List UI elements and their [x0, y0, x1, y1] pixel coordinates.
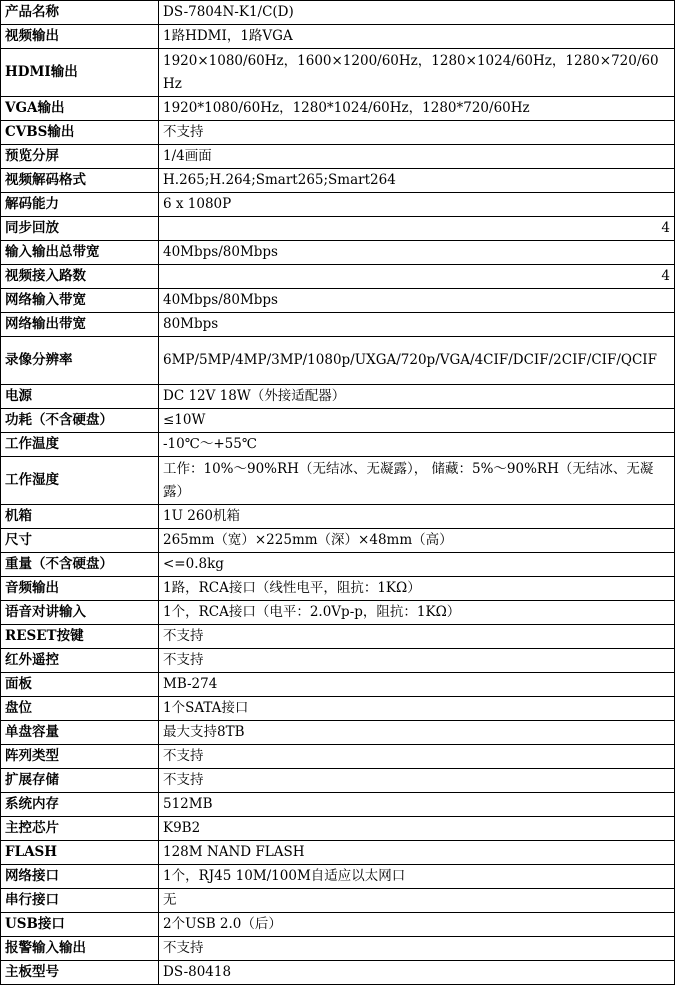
spec-value: MB-274 [159, 673, 675, 697]
spec-row [1, 97, 675, 121]
spec-value: -10℃～+55℃ [159, 433, 675, 457]
spec-row [1, 697, 675, 721]
spec-label: 主板型号 [1, 961, 159, 985]
spec-row [1, 865, 675, 889]
spec-row [1, 433, 675, 457]
spec-row [1, 889, 675, 913]
spec-row [1, 649, 675, 673]
spec-label: RESET按键 [1, 625, 159, 649]
spec-value: 40Mbps/80Mbps [159, 241, 675, 265]
spec-label: 单盘容量 [1, 721, 159, 745]
spec-row [1, 601, 675, 625]
spec-value: DC 12V 18W（外接适配器） [159, 385, 675, 409]
spec-value: 6MP/5MP/4MP/3MP/1080p/UXGA/720p/VGA/4CIF/DCIF/2CIF/CIF/QCIF [159, 337, 675, 385]
spec-value: 工作：10%～90%RH（无结冰、无凝露）， 储藏：5%～90%RH（无结冰、无凝露） [159, 457, 675, 505]
spec-value: 2个USB 2.0（后） [159, 913, 675, 937]
spec-label: 预览分屏 [1, 145, 159, 169]
spec-row [1, 121, 675, 145]
spec-value: 128M NAND FLASH [159, 841, 675, 865]
spec-label: 视频解码格式 [1, 169, 159, 193]
spec-value: 1920*1080/60Hz，1280*1024/60Hz，1280*720/60Hz [159, 97, 675, 121]
spec-value: 不支持 [159, 625, 675, 649]
spec-label: 功耗（不含硬盘） [1, 409, 159, 433]
spec-label: 产品名称 [1, 1, 159, 25]
spec-label: 主控芯片 [1, 817, 159, 841]
spec-row [1, 193, 675, 217]
spec-row [1, 241, 675, 265]
spec-label: 机箱 [1, 505, 159, 529]
spec-label: 视频输出 [1, 25, 159, 49]
spec-value: DS-7804N-K1/C(D) [159, 1, 675, 25]
spec-value: 1路HDMI，1路VGA [159, 25, 675, 49]
spec-label: 扩展存储 [1, 769, 159, 793]
spec-value: 不支持 [159, 649, 675, 673]
spec-label: 报警输入输出 [1, 937, 159, 961]
spec-row [1, 313, 675, 337]
spec-value: 6 x 1080P [159, 193, 675, 217]
spec-label: 阵列类型 [1, 745, 159, 769]
spec-row [1, 337, 675, 385]
spec-label: 解码能力 [1, 193, 159, 217]
spec-row [1, 289, 675, 313]
spec-row [1, 769, 675, 793]
spec-value: 1920×1080/60Hz，1600×1200/60Hz，1280×1024/60Hz，1280×720/60Hz [159, 49, 675, 97]
spec-label: 工作温度 [1, 433, 159, 457]
spec-row [1, 961, 675, 985]
spec-label: 视频接入路数 [1, 265, 159, 289]
spec-row [1, 673, 675, 697]
spec-value: 1个，RCA接口（电平：2.0Vp-p，阻抗：1KΩ） [159, 601, 675, 625]
spec-label: 串行接口 [1, 889, 159, 913]
spec-value: 4 [159, 217, 675, 241]
spec-label: 系统内存 [1, 793, 159, 817]
spec-row [1, 409, 675, 433]
spec-row [1, 265, 675, 289]
spec-value: DS-80418 [159, 961, 675, 985]
spec-value: 265mm（宽）×225mm（深）×48mm（高） [159, 529, 675, 553]
spec-label: 音频输出 [1, 577, 159, 601]
spec-value: 不支持 [159, 769, 675, 793]
spec-label: VGA输出 [1, 97, 159, 121]
spec-row [1, 745, 675, 769]
spec-row [1, 937, 675, 961]
spec-row [1, 529, 675, 553]
spec-label: 输入输出总带宽 [1, 241, 159, 265]
spec-value: K9B2 [159, 817, 675, 841]
spec-label: 盘位 [1, 697, 159, 721]
spec-value: H.265;H.264;Smart265;Smart264 [159, 169, 675, 193]
spec-value: 4 [159, 265, 675, 289]
spec-row [1, 49, 675, 97]
spec-row [1, 169, 675, 193]
spec-value: 最大支持8TB [159, 721, 675, 745]
spec-value: <=0.8kg [159, 553, 675, 577]
spec-label: USB接口 [1, 913, 159, 937]
spec-row [1, 145, 675, 169]
spec-row [1, 457, 675, 505]
spec-row [1, 1, 675, 25]
spec-row [1, 793, 675, 817]
spec-row [1, 217, 675, 241]
spec-value: ≤10W [159, 409, 675, 433]
spec-value: 1/4画面 [159, 145, 675, 169]
spec-row [1, 577, 675, 601]
spec-label: 网络输入带宽 [1, 289, 159, 313]
spec-row [1, 385, 675, 409]
spec-value: 不支持 [159, 121, 675, 145]
spec-value: 1U 260机箱 [159, 505, 675, 529]
spec-value: 512MB [159, 793, 675, 817]
spec-label: 尺寸 [1, 529, 159, 553]
spec-label: 电源 [1, 385, 159, 409]
spec-row [1, 553, 675, 577]
spec-value: 不支持 [159, 745, 675, 769]
spec-row [1, 817, 675, 841]
spec-label: 重量（不含硬盘） [1, 553, 159, 577]
spec-label: 录像分辨率 [1, 337, 159, 385]
spec-label: HDMI输出 [1, 49, 159, 97]
spec-label: 面板 [1, 673, 159, 697]
spec-label: 红外遥控 [1, 649, 159, 673]
spec-label: 网络接口 [1, 865, 159, 889]
spec-value: 40Mbps/80Mbps [159, 289, 675, 313]
spec-row [1, 841, 675, 865]
spec-label: 同步回放 [1, 217, 159, 241]
spec-value: 无 [159, 889, 675, 913]
spec-value: 80Mbps [159, 313, 675, 337]
spec-row [1, 625, 675, 649]
spec-table-body [1, 1, 675, 985]
spec-value: 1个，RJ45 10M/100M自适应以太网口 [159, 865, 675, 889]
spec-value: 不支持 [159, 937, 675, 961]
spec-label: 工作湿度 [1, 457, 159, 505]
spec-value: 1个SATA接口 [159, 697, 675, 721]
spec-value: 1路，RCA接口（线性电平，阻抗：1KΩ） [159, 577, 675, 601]
spec-label: 网络输出带宽 [1, 313, 159, 337]
spec-row [1, 913, 675, 937]
spec-label: FLASH [1, 841, 159, 865]
spec-label: CVBS输出 [1, 121, 159, 145]
spec-row [1, 25, 675, 49]
spec-row [1, 721, 675, 745]
spec-label: 语音对讲输入 [1, 601, 159, 625]
spec-row [1, 505, 675, 529]
